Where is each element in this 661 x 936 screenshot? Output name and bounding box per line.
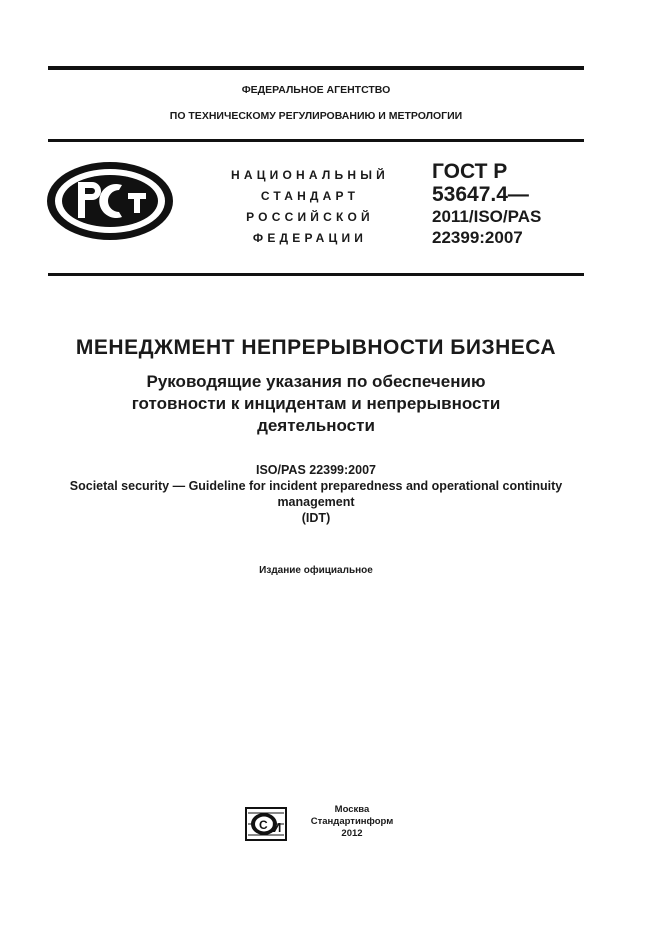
national-line-2: СТАНДАРТ	[260, 189, 360, 203]
subtitle-line-1: Руководящие указания по обеспечению	[146, 372, 486, 391]
iso-title-line-1: Societal security — Guideline for incident preparedness and operational continuity	[69, 479, 563, 493]
publisher-city: Москва	[334, 804, 370, 815]
gost-line-3: 2011/ISO/PAS	[432, 207, 542, 226]
svg-text:И: И	[272, 820, 282, 835]
document-subtitle	[80, 371, 552, 437]
national-line-4: ФЕДЕРАЦИИ	[252, 231, 368, 245]
subtitle-line-3: деятельности	[257, 416, 375, 435]
iso-reference	[40, 462, 592, 526]
rst-mark-icon	[44, 160, 176, 242]
subtitle-line-2: готовности к инцидентам и непрерывности	[131, 394, 501, 413]
gost-line-1: ГОСТ Р	[432, 160, 508, 183]
gost-designation	[432, 160, 541, 248]
gost-line-2: 53647.4—	[432, 183, 529, 206]
header-rule	[48, 139, 584, 142]
svg-text:С: С	[259, 818, 268, 832]
document-title: МЕНЕДЖМЕНТ НЕПРЕРЫВНОСТИ БИЗНЕСА	[75, 336, 557, 359]
gost-line-4: 22399:2007	[432, 228, 523, 247]
standartinform-logo-icon	[245, 807, 287, 841]
agency-line-1: ФЕДЕРАЛЬНОЕ АГЕНТСТВО	[241, 84, 391, 96]
agency-line-2: ПО ТЕХНИЧЕСКОМУ РЕГУЛИРОВАНИЮ И МЕТРОЛОГИИ	[169, 110, 463, 122]
iso-idt: (IDT)	[301, 511, 331, 525]
national-line-1: НАЦИОНАЛЬНЫЙ	[230, 168, 390, 182]
edition-label: Издание официальное	[259, 565, 373, 576]
national-line-3: РОССИЙСКОЙ	[246, 210, 374, 224]
title-rule	[48, 273, 584, 276]
top-rule	[48, 66, 584, 70]
publisher-block	[302, 804, 402, 840]
publisher-name: Стандартинформ	[310, 816, 394, 827]
national-standard-label	[215, 165, 405, 249]
iso-ref: ISO/PAS 22399:2007	[256, 463, 376, 477]
publisher-year: 2012	[341, 828, 363, 839]
iso-title-line-2: management	[277, 495, 355, 509]
